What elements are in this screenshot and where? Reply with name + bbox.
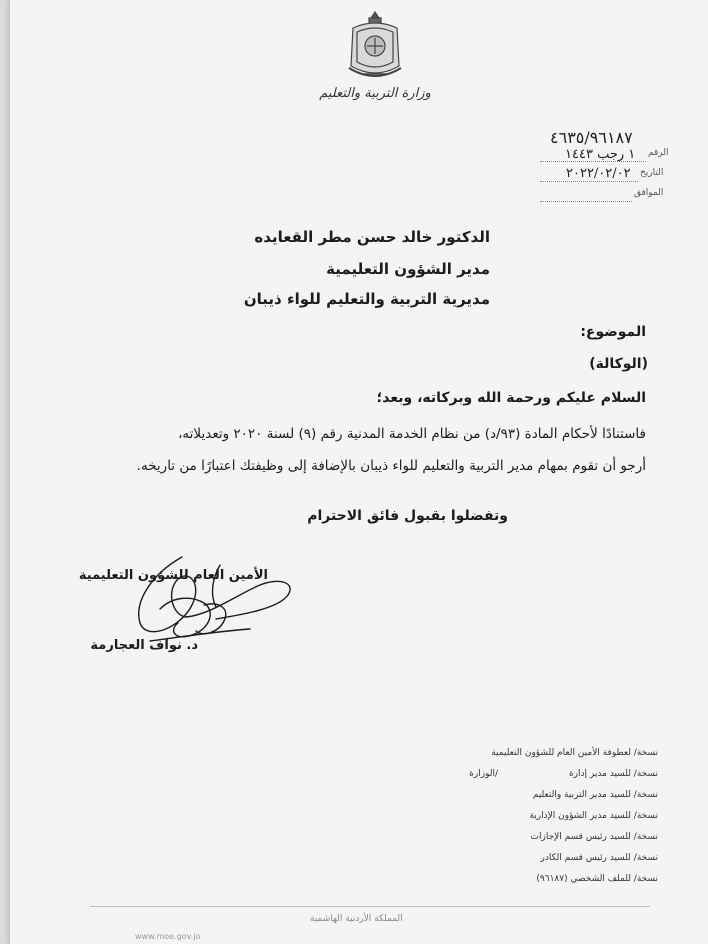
corresponding-label: الموافق (634, 188, 664, 198)
reference-number: ٤٦٣٥/٩٦١٨٧ (550, 128, 633, 147)
greeting: السلام عليكم ورحمة الله وبركاته، وبعد؛ (376, 390, 646, 406)
copy-line-7: نسخة/ للملف الشخصي (٩٦١٨٧) (536, 874, 658, 884)
body-line-2: أرجو أن تقوم بمهام مدير التربية والتعليم للواء ذيبان بالإضافة إلى وظيفتك اعتبارًا من تاريخه. (136, 458, 646, 474)
corresponding-line (540, 201, 632, 202)
recipient-title: مدير الشؤون التعليمية (326, 260, 490, 278)
copies-side-note: /الوزارة (469, 769, 498, 779)
body-line-1: فاستنادًا لأحكام المادة (٩٣/د) من نظام الخدمة المدنية رقم (٩) لسنة ٢٠٢٠ وتعديلاته، (178, 426, 646, 442)
date-label: التاريخ (640, 168, 664, 178)
copy-line-2: نسخة/ للسيد مدير إدارة (568, 769, 658, 779)
number-label: الرقم (648, 148, 669, 158)
footer-website[interactable]: www.moe.gov.jo (135, 932, 201, 941)
subject-value: (الوكالة) (589, 356, 648, 372)
hijri-date: ١ رجب ١٤٤٣ (565, 147, 636, 162)
ministry-name: وزارة التربية والتعليم (319, 86, 431, 101)
recipient-name: الدكتور خالد حسن مطر القعايده (254, 228, 490, 246)
copy-line-4: نسخة/ للسيد مدير الشؤون الإدارية (529, 811, 658, 821)
subject-label: الموضوع: (580, 324, 646, 340)
sender-title: الأمين العام للشؤون التعليمية (78, 568, 268, 583)
letter-page (10, 0, 708, 944)
footer-country: المملكة الأردنية الهاشمية (310, 914, 403, 924)
recipient-directorate: مديرية التربية والتعليم للواء ذيبان (243, 290, 490, 308)
copy-line-3: نسخة/ للسيد مدير التربية والتعليم (532, 790, 658, 800)
closing: وتفضلوا بقبول فائق الاحترام (307, 508, 508, 524)
copy-line-6: نسخة/ للسيد رئيس قسم الكادر (540, 853, 658, 863)
footer-divider (90, 906, 650, 907)
gregorian-date: ٢٠٢٢/٠٢/٠٢ (566, 166, 631, 181)
date-line (540, 181, 638, 182)
jordan-emblem-icon (343, 10, 407, 86)
sender-name: د. نواف العجارمة (90, 638, 198, 653)
copy-line-1: نسخة/ لعطوفة الأمين العام للشؤون التعليمية (491, 748, 658, 758)
handwritten-signature (120, 545, 310, 685)
copy-line-5: نسخة/ للسيد رئيس قسم الإجازات (530, 832, 658, 842)
